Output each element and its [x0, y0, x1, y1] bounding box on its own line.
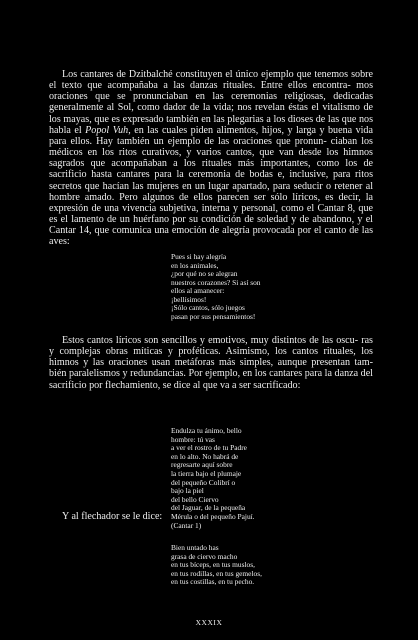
- page-number: XXXIX: [195, 618, 223, 627]
- verse-line: Pues si hay alegría: [171, 252, 227, 261]
- verse-quote-cantar-14: [171, 253, 331, 321]
- paragraph-line: sobre el texto que acompañaba a las danzas rituales. Entre ellos encontra-: [49, 69, 373, 92]
- paragraph-line: por el canto de las aves:: [49, 225, 373, 248]
- verse-line: ¡bellísimos!: [171, 294, 207, 304]
- paragraph-line: bién paralelismos y redundancias. Por ejemplo, en los cantares para la danza: [49, 368, 359, 380]
- paragraph-line: Cantar 8, que es el lamento de un huérfano por su condición de soledad y de: [49, 202, 373, 226]
- verse-line: hombre: tú vas: [171, 434, 215, 444]
- paragraph-line: buena vida para ellos. Hay también un ejemplo de las oraciones que pronun-: [49, 124, 373, 147]
- verse-line: Bien untado has: [171, 543, 219, 552]
- book-title-italic: Popol Vuh: [85, 124, 129, 136]
- paragraph-line: o retener al hombre amado. Pero algunos de ellos parecen ser sólo líricos,: [49, 180, 373, 203]
- verse-line: grasa de ciervo macho: [171, 551, 238, 561]
- paragraph-line-popol-vuh: que nos habla el Popol Vuh, en las cuales piden alimentos, hijos, y larga y: [49, 113, 373, 136]
- paragraph-line: es decir, la expresión de una vivencia subjetiva, interna y personal, como el: [49, 191, 373, 214]
- paragraph-line: himnos sagrados que acompañaban a los rituales más importantes, como los: [49, 147, 373, 170]
- paragraph-line: para ritos secretos que hacían las mujeres en un lugar apartado, para seducir: [49, 169, 374, 192]
- verse-line: del Jaguar, de la pequeña: [171, 503, 246, 513]
- verse-line: ellos al amanecer:: [171, 286, 225, 296]
- verse-line: pasan por sus pensamientos!: [171, 311, 256, 321]
- verse-line: a ver el rostro de tu Padre: [171, 443, 247, 453]
- verse-quote-archer: [171, 544, 331, 587]
- paragraph-line: de sacrificio hasta cantares para la ceremonia de bodas e, inclusive,: [49, 158, 373, 181]
- verse-line: del bello Ciervo: [171, 494, 219, 504]
- verse-line: en tus costillas, en tu pecho.: [171, 577, 255, 587]
- verse-line: en lo alto. No habrá de: [171, 451, 239, 461]
- verse-line: en tus bíceps, en tus muslos,: [171, 560, 255, 570]
- verse-line: ¡Sólo cantos, sólo juegos: [171, 303, 245, 313]
- paragraph-line: generalmente al Sol, como dador de la vida; nos revelan éstas el vitalismo: [49, 102, 360, 114]
- verse-line: ¿por qué no se alegran: [171, 269, 238, 279]
- verse-line: la tierra bajo el plumaje: [171, 468, 242, 478]
- paragraph-line: de los mayas, que es expresado también en las plegarias a los dioses de las: [49, 102, 373, 125]
- verse-line: nuestros corazones? Si así son: [171, 277, 261, 287]
- verse-line: Mérula o del pequeño Pajuí.: [171, 511, 255, 521]
- paragraph-line: ciaban los médicos en los ritos curativos, y varios cantos, que van desde los: [49, 135, 373, 159]
- paragraph-line: Estos cantos líricos son sencillos y emotivos, muy distintos de las oscu-: [62, 335, 359, 346]
- intro-paragraph: [49, 69, 373, 248]
- paragraph-line: Los cantares de Dzitbalché constituyen el único ejemplo que tenemos: [62, 69, 349, 80]
- paragraph-line: himnos y las oraciones usan metáforas más simples, aunque presentan tam-: [49, 357, 373, 369]
- archer-intro-line: Y al flechador se le dice:: [62, 511, 163, 522]
- paragraph-line: ras y complejas obras míticas y proféticas. Asimismo, los cantos rituales, los: [49, 335, 373, 358]
- paragraph-line: mos oraciones que se pronunciaban en las ceremonias religiosas, dedicadas: [49, 80, 373, 103]
- paragraph-line: del sacrificio por flechamiento, se dice al que va a ser sacrificado:: [49, 368, 373, 391]
- paragraph-line: abandono, y el Cantar 14, que comunica una emoción de alegría provocada: [49, 214, 373, 237]
- verse-line: en los animales,: [171, 260, 219, 270]
- verse-line: Endulza tu ánimo, bello: [171, 426, 242, 435]
- verse-line: en tus rodillas, en tus gemelos,: [171, 568, 262, 578]
- verse-line: del pequeño Colibrí o: [171, 477, 236, 487]
- lyric-songs-paragraph: [49, 335, 373, 391]
- verse-line: bajo la piel: [171, 486, 204, 496]
- verse-citation: (Cantar 1): [171, 520, 202, 530]
- verse-line: regresarte aquí sobre: [171, 460, 233, 470]
